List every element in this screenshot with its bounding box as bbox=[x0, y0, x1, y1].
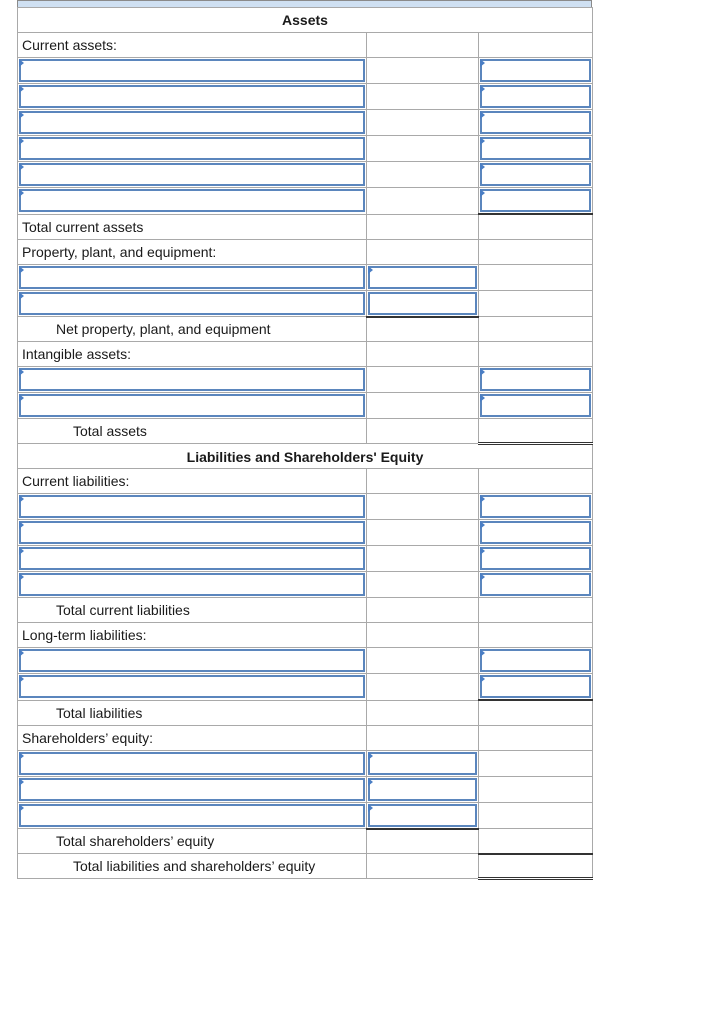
ppe-row bbox=[18, 239, 593, 264]
current-asset-amount-cell bbox=[479, 58, 593, 84]
empty-cell bbox=[479, 776, 593, 802]
total-shareholders-equity-amount bbox=[479, 829, 593, 854]
empty-cell bbox=[479, 725, 593, 750]
current-asset-account-cell bbox=[18, 136, 367, 162]
empty-cell bbox=[479, 290, 593, 317]
ppe-account-cell bbox=[18, 264, 367, 290]
net-ppe-amount bbox=[479, 317, 593, 342]
empty-cell bbox=[367, 623, 479, 648]
empty-cell bbox=[367, 84, 479, 110]
current-asset-account-select-2[interactable] bbox=[19, 85, 365, 108]
total-liabilities-label: Total liabilities bbox=[18, 700, 367, 725]
assets-header-row bbox=[18, 8, 593, 33]
current-liability-account-select-2[interactable] bbox=[19, 521, 365, 544]
empty-cell bbox=[367, 598, 479, 623]
current-liability-amount-cell bbox=[479, 520, 593, 546]
empty-cell bbox=[367, 494, 479, 520]
current-asset-account-select-3[interactable] bbox=[19, 111, 365, 134]
long-term-liability-amount-input-1[interactable] bbox=[480, 649, 591, 672]
current-liability-amount-input-1[interactable] bbox=[480, 495, 591, 518]
ppe-amount-input-2[interactable] bbox=[368, 292, 477, 315]
equity-amount-input-3[interactable] bbox=[368, 804, 477, 827]
empty-cell bbox=[367, 546, 479, 572]
equity-account-cell bbox=[18, 802, 367, 829]
ppe-label: Property, plant, and equipment: bbox=[18, 239, 367, 264]
long-term-liabilities-label: Long-term liabilities: bbox=[18, 623, 367, 648]
current-asset-amount-input-3[interactable] bbox=[480, 111, 591, 134]
current-liability-entry-row bbox=[18, 546, 593, 572]
intangible-amount-cell bbox=[479, 393, 593, 419]
balance-sheet bbox=[17, 0, 592, 880]
balance-sheet-table bbox=[17, 7, 593, 880]
current-asset-entry-row bbox=[18, 110, 593, 136]
current-asset-account-select-1[interactable] bbox=[19, 59, 365, 82]
current-asset-amount-input-6[interactable] bbox=[480, 189, 591, 212]
equity-entry-row bbox=[18, 750, 593, 776]
equity-account-cell bbox=[18, 750, 367, 776]
empty-cell bbox=[367, 572, 479, 598]
intangible-label: Intangible assets: bbox=[18, 342, 367, 367]
empty-cell bbox=[479, 802, 593, 829]
current-asset-amount-cell bbox=[479, 110, 593, 136]
total-current-assets-row bbox=[18, 214, 593, 239]
ppe-account-select-2[interactable] bbox=[19, 292, 365, 315]
empty-cell bbox=[479, 239, 593, 264]
equity-account-cell bbox=[18, 776, 367, 802]
shareholders-equity-label: Shareholders’ equity: bbox=[18, 725, 367, 750]
empty-cell bbox=[367, 162, 479, 188]
current-asset-amount-input-4[interactable] bbox=[480, 137, 591, 160]
empty-cell bbox=[479, 342, 593, 367]
empty-cell bbox=[479, 469, 593, 494]
empty-cell bbox=[367, 393, 479, 419]
empty-cell bbox=[367, 58, 479, 84]
empty-cell bbox=[479, 623, 593, 648]
current-liability-account-cell bbox=[18, 520, 367, 546]
total-current-assets-amount bbox=[479, 214, 593, 239]
empty-cell bbox=[367, 214, 479, 239]
current-assets-row bbox=[18, 33, 593, 58]
empty-cell bbox=[479, 33, 593, 58]
total-shareholders-equity-row bbox=[18, 829, 593, 854]
current-liability-entry-row bbox=[18, 572, 593, 598]
current-asset-account-cell bbox=[18, 58, 367, 84]
current-liability-account-cell bbox=[18, 572, 367, 598]
total-assets-row bbox=[18, 419, 593, 444]
current-liability-entry-row bbox=[18, 494, 593, 520]
intangible-row bbox=[18, 342, 593, 367]
current-asset-entry-row bbox=[18, 162, 593, 188]
current-assets-label: Current assets: bbox=[18, 33, 367, 58]
equity-amount-cell bbox=[367, 802, 479, 829]
equity-amount-cell bbox=[367, 776, 479, 802]
current-asset-amount-input-1[interactable] bbox=[480, 59, 591, 82]
long-term-liability-account-cell bbox=[18, 674, 367, 701]
current-asset-amount-cell bbox=[479, 136, 593, 162]
current-liability-amount-cell bbox=[479, 572, 593, 598]
long-term-liability-account-cell bbox=[18, 648, 367, 674]
empty-cell bbox=[479, 750, 593, 776]
net-ppe-row bbox=[18, 317, 593, 342]
current-liability-amount-cell bbox=[479, 494, 593, 520]
sheet-top-bar bbox=[17, 0, 592, 7]
current-asset-account-cell bbox=[18, 84, 367, 110]
current-liability-account-cell bbox=[18, 546, 367, 572]
total-current-liabilities-amount bbox=[479, 598, 593, 623]
current-asset-entry-row bbox=[18, 58, 593, 84]
empty-cell bbox=[367, 188, 479, 215]
ppe-entry-row bbox=[18, 264, 593, 290]
total-current-liabilities-row bbox=[18, 598, 593, 623]
empty-cell bbox=[367, 700, 479, 725]
current-asset-entry-row bbox=[18, 136, 593, 162]
total-liab-equity-label: Total liabilities and shareholders’ equity bbox=[18, 854, 367, 879]
current-liability-amount-input-4[interactable] bbox=[480, 573, 591, 596]
equity-amount-cell bbox=[367, 750, 479, 776]
current-liability-entry-row bbox=[18, 520, 593, 546]
shareholders-equity-row bbox=[18, 725, 593, 750]
long-term-liability-entry-row bbox=[18, 648, 593, 674]
empty-cell bbox=[367, 419, 479, 444]
current-asset-amount-cell bbox=[479, 84, 593, 110]
current-liabilities-label: Current liabilities: bbox=[18, 469, 367, 494]
long-term-liability-account-select-2[interactable] bbox=[19, 675, 365, 698]
equity-account-select-1[interactable] bbox=[19, 752, 365, 775]
current-liability-account-cell bbox=[18, 494, 367, 520]
current-asset-amount-cell bbox=[479, 188, 593, 215]
intangible-amount-input-1[interactable] bbox=[480, 368, 591, 391]
ppe-entry-row bbox=[18, 290, 593, 317]
ppe-amount-cell bbox=[367, 264, 479, 290]
long-term-liabilities-row bbox=[18, 623, 593, 648]
total-liab-equity-row bbox=[18, 854, 593, 879]
current-asset-amount-cell bbox=[479, 162, 593, 188]
liabilities-equity-header: Liabilities and Shareholders' Equity bbox=[18, 444, 593, 469]
liab-header-row bbox=[18, 444, 593, 469]
empty-cell bbox=[367, 854, 479, 879]
equity-amount-input-2[interactable] bbox=[368, 778, 477, 801]
total-shareholders-equity-label: Total shareholders’ equity bbox=[18, 829, 367, 854]
current-asset-account-cell bbox=[18, 162, 367, 188]
empty-cell bbox=[367, 239, 479, 264]
current-liability-amount-input-2[interactable] bbox=[480, 521, 591, 544]
ppe-amount-input-1[interactable] bbox=[368, 266, 477, 289]
current-asset-amount-input-2[interactable] bbox=[480, 85, 591, 108]
ppe-amount-cell bbox=[367, 290, 479, 317]
total-liab-equity-amount bbox=[479, 854, 593, 879]
equity-amount-input-1[interactable] bbox=[368, 752, 477, 775]
empty-cell bbox=[367, 469, 479, 494]
current-asset-account-cell bbox=[18, 110, 367, 136]
current-asset-amount-input-5[interactable] bbox=[480, 163, 591, 186]
current-asset-account-select-5[interactable] bbox=[19, 163, 365, 186]
empty-cell bbox=[367, 520, 479, 546]
current-asset-entry-row bbox=[18, 188, 593, 215]
current-liabilities-row bbox=[18, 469, 593, 494]
ppe-account-cell bbox=[18, 290, 367, 317]
long-term-liability-amount-cell bbox=[479, 674, 593, 701]
intangible-account-select-1[interactable] bbox=[19, 368, 365, 391]
intangible-account-cell bbox=[18, 367, 367, 393]
ppe-account-select-1[interactable] bbox=[19, 266, 365, 289]
current-asset-account-cell bbox=[18, 188, 367, 215]
empty-cell bbox=[479, 264, 593, 290]
long-term-liability-account-select-1[interactable] bbox=[19, 649, 365, 672]
equity-entry-row bbox=[18, 776, 593, 802]
current-asset-entry-row bbox=[18, 84, 593, 110]
total-liabilities-amount bbox=[479, 700, 593, 725]
intangible-account-cell bbox=[18, 393, 367, 419]
empty-cell bbox=[367, 33, 479, 58]
current-liability-account-select-3[interactable] bbox=[19, 547, 365, 570]
current-asset-account-select-4[interactable] bbox=[19, 137, 365, 160]
intangible-account-select-2[interactable] bbox=[19, 394, 365, 417]
empty-cell bbox=[367, 674, 479, 701]
intangible-entry-row bbox=[18, 393, 593, 419]
total-liabilities-row bbox=[18, 700, 593, 725]
total-assets-amount bbox=[479, 419, 593, 444]
empty-cell bbox=[367, 136, 479, 162]
net-ppe-label: Net property, plant, and equipment bbox=[18, 317, 367, 342]
intangible-amount-input-2[interactable] bbox=[480, 394, 591, 417]
current-asset-account-select-6[interactable] bbox=[19, 189, 365, 212]
long-term-liability-entry-row bbox=[18, 674, 593, 701]
equity-entry-row bbox=[18, 802, 593, 829]
empty-cell bbox=[367, 829, 479, 854]
intangible-entry-row bbox=[18, 367, 593, 393]
intangible-amount-cell bbox=[479, 367, 593, 393]
current-liability-amount-input-3[interactable] bbox=[480, 547, 591, 570]
long-term-liability-amount-cell bbox=[479, 648, 593, 674]
assets-header: Assets bbox=[18, 8, 593, 33]
current-liability-amount-cell bbox=[479, 546, 593, 572]
empty-cell bbox=[367, 317, 479, 342]
total-current-assets-label: Total current assets bbox=[18, 214, 367, 239]
current-liability-account-select-1[interactable] bbox=[19, 495, 365, 518]
empty-cell bbox=[367, 648, 479, 674]
long-term-liability-amount-input-2[interactable] bbox=[480, 675, 591, 698]
empty-cell bbox=[367, 110, 479, 136]
empty-cell bbox=[367, 725, 479, 750]
total-current-liabilities-label: Total current liabilities bbox=[18, 598, 367, 623]
empty-cell bbox=[367, 342, 479, 367]
equity-account-select-2[interactable] bbox=[19, 778, 365, 801]
empty-cell bbox=[367, 367, 479, 393]
current-liability-account-select-4[interactable] bbox=[19, 573, 365, 596]
equity-account-select-3[interactable] bbox=[19, 804, 365, 827]
total-assets-label: Total assets bbox=[18, 419, 367, 444]
